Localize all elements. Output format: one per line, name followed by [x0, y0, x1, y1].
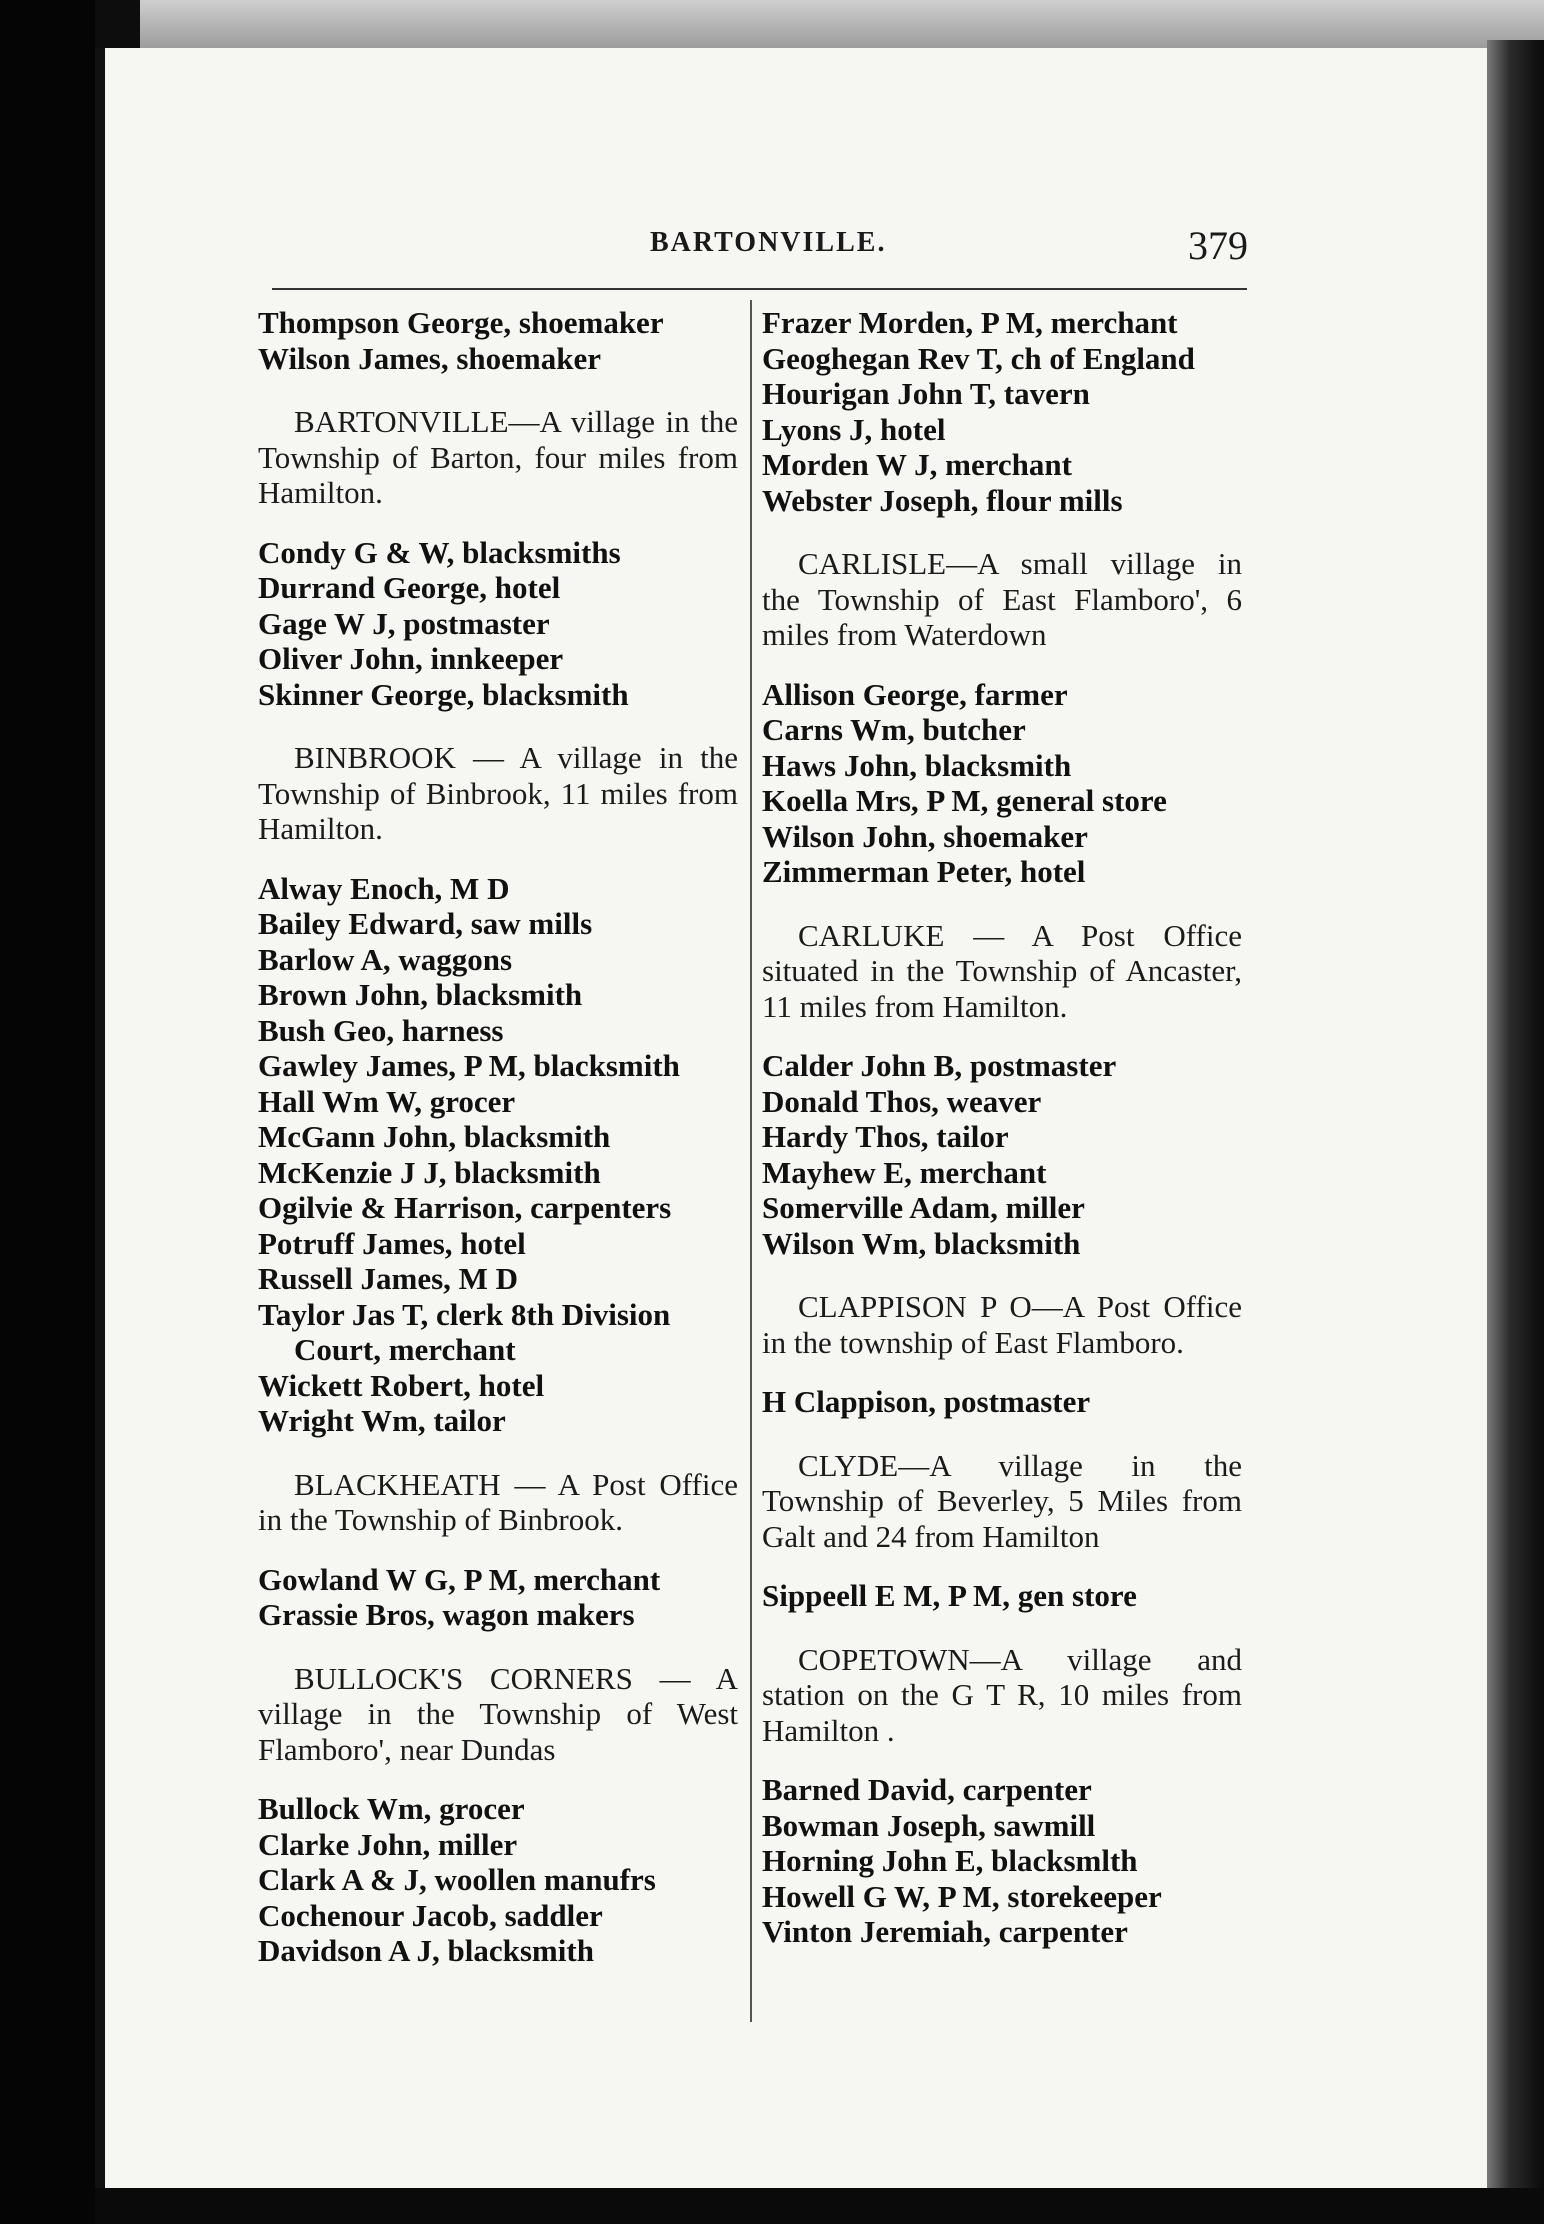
directory-entry: Barlow A, waggons [258, 941, 513, 977]
directory-entry: Gage W J, postmaster [258, 605, 550, 641]
directory-section [762, 305, 1242, 518]
directory-entry: Horning John E, blacksmlth [762, 1843, 1138, 1878]
place-heading: CLAPPISON P O—A Post Office in the township of East Flamboro. [762, 1289, 1242, 1360]
directory-section [762, 1448, 1242, 1614]
directory-section [762, 1289, 1242, 1420]
place-heading: BLACKHEATH — A Post Office in the Township of Binbrook. [258, 1466, 738, 1537]
directory-entry: Morden W J, merchant [762, 447, 1072, 482]
directory-entry: Wright Wm, tailor [258, 1403, 506, 1438]
place-heading: CARLUKE — A Post Office situated in the Township of Ancaster, 11 miles from Hamilton. [762, 917, 1242, 1024]
directory-entry: Skinner George, blacksmith [258, 676, 629, 712]
directory-entry: Hourigan John T, tavern [762, 376, 1090, 411]
directory-section [762, 918, 1242, 1262]
directory-entry: Russell James, M D [258, 1261, 519, 1296]
directory-section [258, 740, 738, 1439]
place-heading: BULLOCK'S CORNERS — A village in the Township of West Flamboro', near Dundas [258, 1660, 738, 1767]
directory-section [258, 305, 738, 376]
directory-entry: Bowman Joseph, sawmill [762, 1807, 1096, 1843]
directory-entry: Potruff James, hotel [258, 1225, 526, 1261]
directory-entry: Davidson A J, blacksmith [258, 1933, 594, 1968]
directory-entry: Frazer Morden, P M, merchant [762, 305, 1178, 340]
directory-entry: Hardy Thos, tailor [762, 1119, 1009, 1154]
directory-entry: Somerville Adam, miller [762, 1190, 1085, 1225]
place-heading: COPETOWN—A village and station on the G T R, 10 miles from Hamilton . [762, 1641, 1242, 1748]
directory-entry: Wilson Wm, blacksmith [762, 1225, 1081, 1261]
directory-entry: Vinton Jeremiah, carpenter [762, 1914, 1128, 1949]
directory-entry: Calder John B, postmaster [762, 1048, 1117, 1083]
directory-entry: McGann John, blacksmith [258, 1119, 611, 1154]
place-heading: CLYDE—A village in the Township of Beverley, 5 Miles from Galt and 24 from Hamilton [762, 1447, 1242, 1554]
scan-left-border [0, 0, 95, 2224]
page-number: 379 [1188, 223, 1248, 268]
directory-entry: Taylor Jas T, clerk 8th Division Court, merchant [258, 1296, 671, 1367]
scan-top-border [140, 0, 1544, 50]
directory-entry: Grassie Bros, wagon makers [258, 1597, 635, 1632]
place-heading: CARLISLE—A small village in the Township of East Flamboro', 6 miles from Waterdown [762, 546, 1242, 652]
running-head: BARTONVILLE. [650, 227, 887, 258]
directory-entry: Geoghegan Rev T, ch of England [762, 340, 1195, 376]
directory-entry: Lyons J, hotel [762, 411, 946, 447]
directory-section [762, 546, 1242, 890]
directory-entry: Hall Wm W, grocer [258, 1083, 516, 1119]
directory-entry: Koella Mrs, P M, general store [762, 783, 1167, 818]
directory-entry: Wilson John, shoemaker [762, 818, 1088, 854]
directory-entry: Wilson James, shoemaker [258, 340, 602, 376]
directory-entry: Bullock Wm, grocer [258, 1791, 525, 1826]
directory-entry: Gawley James, P M, blacksmith [258, 1048, 680, 1083]
directory-entry: Clarke John, miller [258, 1826, 518, 1862]
directory-entry: Carns Wm, butcher [762, 712, 1026, 747]
directory-entry: Donald Thos, weaver [762, 1083, 1042, 1119]
directory-section [258, 1661, 738, 1969]
directory-section [258, 404, 738, 712]
directory-entry: H Clappison, postmaster [762, 1384, 1091, 1419]
directory-entry: Bailey Edward, saw mills [258, 906, 593, 941]
directory-entry: Webster Joseph, flour mills [762, 482, 1123, 518]
directory-entry: Condy G & W, blacksmiths [258, 534, 621, 570]
directory-entry: Clark A & J, woollen manufrs [258, 1862, 656, 1897]
directory-entry: Alway Enoch, M D [258, 870, 510, 906]
directory-entry: Gowland W G, P M, merchant [258, 1561, 661, 1597]
directory-entry: McKenzie J J, blacksmith [258, 1154, 601, 1190]
directory-entry: Oliver John, innkeeper [258, 641, 564, 676]
directory-section [762, 1642, 1242, 1950]
directory-entry: Allison George, farmer [762, 676, 1068, 712]
directory-entry: Thompson George, shoemaker [258, 305, 664, 340]
directory-section [258, 1467, 738, 1633]
directory-entry: Durrand George, hotel [258, 570, 561, 605]
scan-bottom-border [95, 2188, 1544, 2224]
directory-entry: Haws John, blacksmith [762, 747, 1072, 783]
column-divider [750, 300, 752, 2022]
scan-right-border [1487, 40, 1544, 2224]
directory-entry: Cochenour Jacob, saddler [258, 1897, 603, 1933]
directory-entry: Sippeell E M, P M, gen store [762, 1578, 1137, 1613]
place-heading: BINBROOK — A village in the Township of Binbrook, 11 miles from Hamilton. [258, 740, 738, 846]
left-column [258, 305, 738, 1997]
place-heading: BARTONVILLE—A village in the Township of Barton, four miles from Hamilton. [258, 404, 738, 510]
directory-entry: Brown John, blacksmith [258, 977, 583, 1012]
directory-entry: Wickett Robert, hotel [258, 1367, 545, 1403]
right-column [762, 305, 1242, 1978]
directory-entry: Zimmerman Peter, hotel [762, 854, 1086, 889]
directory-entry: Howell G W, P M, storekeeper [762, 1878, 1162, 1914]
header-rule [272, 288, 1247, 290]
directory-entry: Mayhew E, merchant [762, 1154, 1047, 1190]
directory-entry: Bush Geo, harness [258, 1012, 504, 1048]
directory-entry: Barned David, carpenter [762, 1772, 1092, 1807]
directory-entry: Ogilvie & Harrison, carpenters [258, 1190, 672, 1225]
